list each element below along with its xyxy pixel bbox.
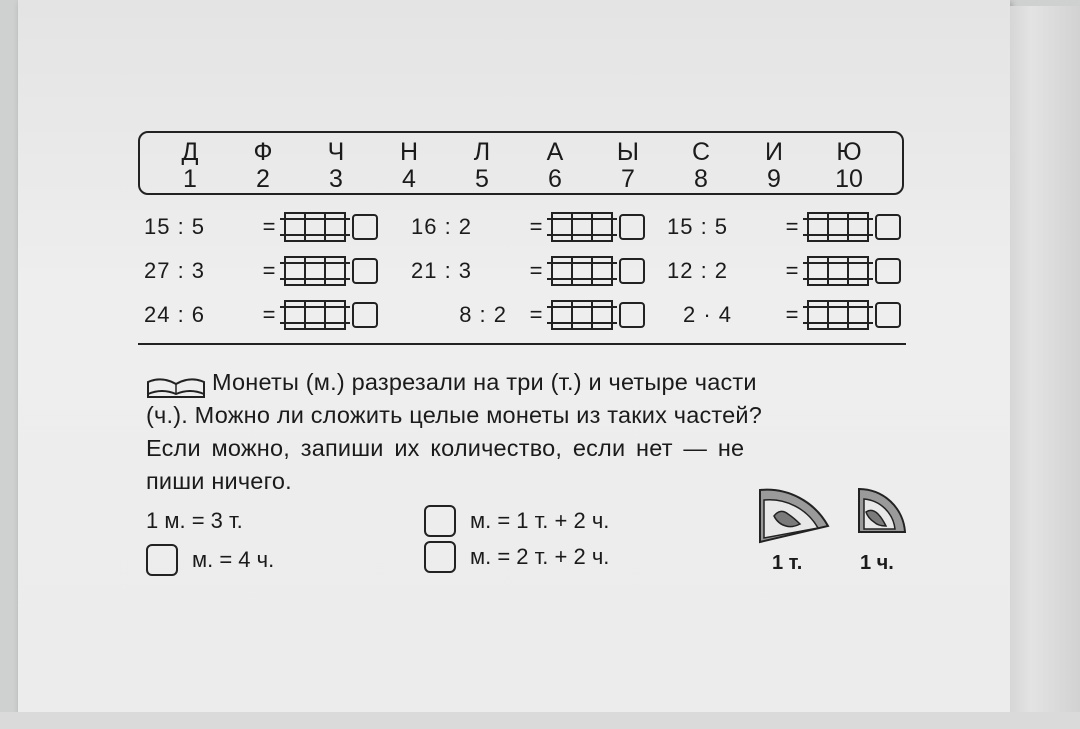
equals-sign: = (262, 214, 276, 239)
task-expression: 16 : 2 (411, 214, 473, 239)
answer-checkbox[interactable] (424, 505, 456, 537)
equals-sign: = (785, 258, 799, 283)
answer-grid[interactable] (284, 256, 346, 286)
option-text: м. = 4 ч. (192, 547, 275, 572)
letter-answer-box[interactable] (352, 258, 378, 284)
key-letter: Л (473, 138, 491, 166)
letter-answer-box[interactable] (619, 258, 645, 284)
key-letter: Н (399, 138, 419, 166)
task-expression: 24 : 6 (144, 302, 206, 327)
option-text: м. = 2 т. + 2 ч. (470, 544, 610, 569)
answer-grid[interactable] (551, 212, 613, 242)
letter-answer-box[interactable] (352, 214, 378, 240)
option-coin-mixed-1 (424, 505, 609, 537)
task-row (144, 293, 414, 337)
task-column (144, 205, 414, 337)
example-text: 1 м. = 3 т. (146, 508, 243, 533)
option-coin-mixed-2 (424, 541, 609, 573)
letter-answer-box[interactable] (619, 214, 645, 240)
task-expression: 21 : 3 (411, 258, 473, 283)
key-letter: Ы (616, 138, 640, 166)
key-number: 9 (767, 165, 781, 193)
key-number: 10 (835, 165, 863, 193)
key-letter: С (691, 138, 711, 166)
key-letter: Д (181, 138, 199, 166)
key-number: 2 (256, 165, 270, 193)
task-row (411, 249, 681, 293)
word-problem (146, 366, 908, 498)
coin-third-piece-icon (756, 486, 832, 548)
key-cell (160, 139, 220, 193)
equals-sign: = (529, 302, 543, 327)
key-cell (452, 139, 512, 193)
key-number: 4 (402, 165, 416, 193)
coin-quarter-piece-icon (856, 486, 908, 536)
key-letter: А (546, 138, 564, 166)
problem-line: Если можно, запиши их количество, если нет — не (146, 435, 745, 461)
equals-sign: = (785, 302, 799, 327)
key-number: 3 (329, 165, 343, 193)
task-expression: 27 : 3 (144, 258, 206, 283)
option-coin-quarters (146, 544, 274, 576)
answer-grid[interactable] (807, 212, 869, 242)
letter-answer-box[interactable] (875, 302, 901, 328)
answer-grid[interactable] (551, 256, 613, 286)
key-cell (233, 139, 293, 193)
answer-grid[interactable] (551, 300, 613, 330)
task-row (667, 205, 937, 249)
problem-line: (ч.). Можно ли сложить целые монеты из таких частей? (146, 402, 762, 428)
equals-sign: = (785, 214, 799, 239)
next-page-edge (1010, 6, 1080, 729)
task-expression: 15 : 5 (144, 214, 206, 239)
letter-answer-box[interactable] (619, 302, 645, 328)
key-cell (598, 139, 658, 193)
workbook-page (18, 0, 1010, 715)
task-expression: 15 : 5 (667, 214, 729, 239)
key-cell (671, 139, 731, 193)
task-row (144, 205, 414, 249)
letter-answer-box[interactable] (352, 302, 378, 328)
letter-answer-box[interactable] (875, 214, 901, 240)
task-row (411, 205, 681, 249)
equals-sign: = (529, 214, 543, 239)
task-row (144, 249, 414, 293)
key-cell (379, 139, 439, 193)
answer-grid[interactable] (284, 212, 346, 242)
section-divider (138, 343, 906, 345)
task-column (411, 205, 681, 337)
cipher-key-table (138, 131, 904, 195)
key-cell (306, 139, 366, 193)
task-row (667, 293, 937, 337)
page-bottom-edge (0, 712, 1080, 729)
key-letter: Ф (253, 138, 273, 166)
key-number: 7 (621, 165, 635, 193)
answer-grid[interactable] (807, 256, 869, 286)
key-letter: И (765, 138, 783, 166)
key-cell (525, 139, 585, 193)
example-answer (146, 508, 243, 534)
task-row (411, 293, 681, 337)
task-expression: 8 : 2 (459, 302, 507, 327)
task-expression: 2 · 4 (683, 302, 733, 327)
letter-answer-box[interactable] (875, 258, 901, 284)
answer-grid[interactable] (807, 300, 869, 330)
answer-checkbox[interactable] (424, 541, 456, 573)
answer-grid[interactable] (284, 300, 346, 330)
quarter-piece-label: 1 ч. (860, 552, 894, 574)
task-expression: 12 : 2 (667, 258, 729, 283)
task-row (667, 249, 937, 293)
problem-line: пиши ничего. (146, 468, 292, 494)
task-column (667, 205, 937, 337)
equals-sign: = (262, 302, 276, 327)
key-letter: Ч (327, 138, 345, 166)
problem-line: Монеты (м.) разрезали на три (т.) и четыре части (212, 369, 757, 395)
key-number: 6 (548, 165, 562, 193)
answer-checkbox[interactable] (146, 544, 178, 576)
key-number: 5 (475, 165, 489, 193)
option-text: м. = 1 т. + 2 ч. (470, 508, 610, 533)
key-cell (744, 139, 804, 193)
equals-sign: = (529, 258, 543, 283)
key-number: 8 (694, 165, 708, 193)
key-cell (819, 139, 879, 193)
key-number: 1 (183, 165, 197, 193)
third-piece-label: 1 т. (772, 552, 803, 574)
key-letter: Ю (836, 138, 862, 166)
equals-sign: = (262, 258, 276, 283)
